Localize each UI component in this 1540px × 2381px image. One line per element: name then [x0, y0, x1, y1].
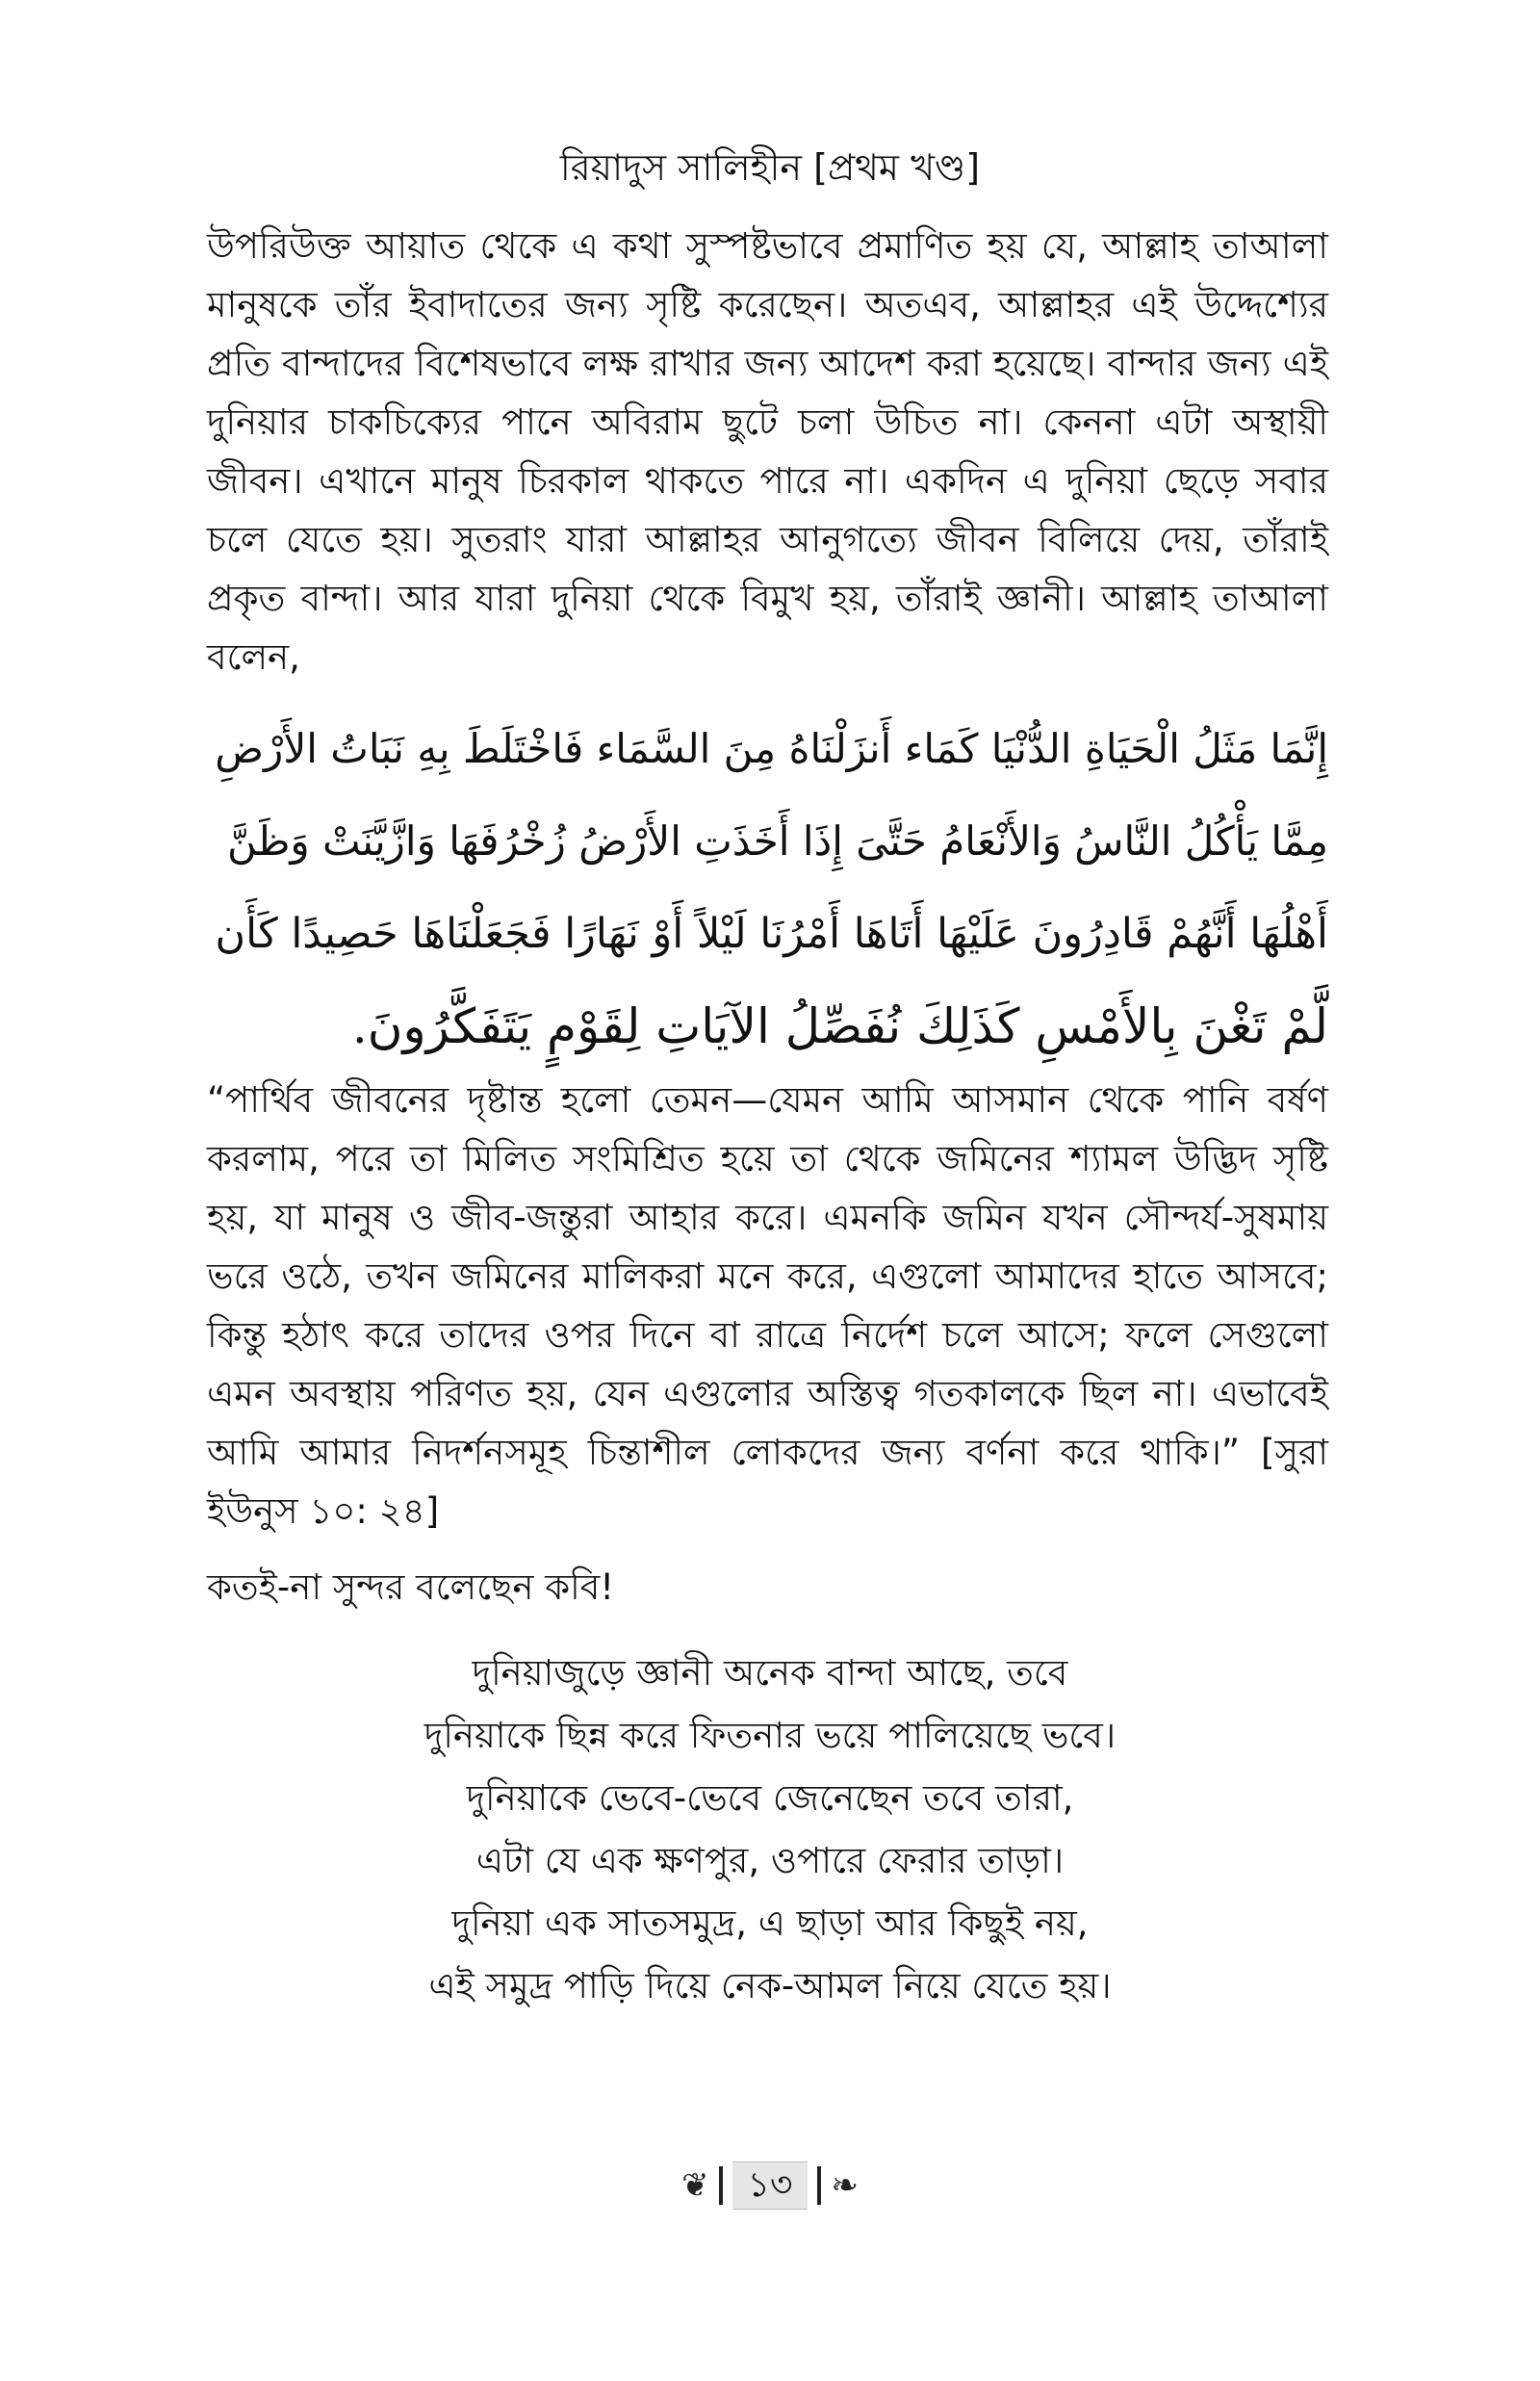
quran-verse-line: لَّمْ تَغْنَ بِالأَمْسِ كَذَلِكَ نُفَصِّلُ الآيَاتِ لِقَوْمٍ يَتَفَكَّرُونَ.: [351, 998, 1328, 1054]
poem-line: দুনিয়াকে ভেবে-ভেবে জেনেছেন তবে তারা,: [466, 1777, 1074, 1819]
page-number-frame: [681, 2161, 859, 2210]
page-number: ১৩: [732, 2161, 808, 2210]
quran-verse-line: أَهْلُهَا أَنَّهُمْ قَادِرُونَ عَلَيْهَا أَتَاهَا أَمْرُنَا لَيْلاً أَوْ نَهَارًا فَجَعَلْنَاهَا حَصِيدًا كَأَن: [215, 910, 1328, 958]
poem-line: দুনিয়াজুড়ে জ্ঞানী অনেক বান্দা আছে, তবে: [472, 1652, 1068, 1694]
left-ornament-icon: ❦: [681, 2166, 709, 2205]
quran-verse-line: إِنَّمَا مَثَلُ الْحَيَاةِ الدُّنْيَا كَمَاء أَنزَلْنَاهُ مِنَ السَّمَاء فَاخْتَلَطَ بِهِ نَبَاتُ الأَرْضِ: [215, 725, 1328, 772]
quran-verse-line: مِمَّا يَأْكُلُ النَّاسُ وَالأَنْعَامُ حَتَّىَ إِذَا أَخَذَتِ الأَرْضُ زُخْرُفَهَا وَازَّيَّنَتْ وَظَنَّ: [227, 817, 1328, 865]
running-header: রিয়াদুস সালিহীন [প্রথম খণ্ড]: [559, 146, 981, 189]
page-footer: [0, 2161, 1540, 2210]
poem-line: দুনিয়া এক সাতসমুদ্র, এ ছাড়া আর কিছুই নয়,: [451, 1902, 1089, 1944]
right-ornament-icon: ❧: [831, 2166, 859, 2205]
body-paragraph-intro: উপরিউক্ত আয়াত থেকে এ কথা সুস্পষ্টভাবে প্রমাণিত হয় যে, আল্লাহ তাআলা মানুষকে তাঁর ইবাদাতের জন্য সৃষ্টি করেছেন। অতএব, আল্লাহর এই উদ্দেশ্যের প্রতি বান্দাদের বিশেষভাবে লক্ষ রাখার জন্য আদেশ করা হয়েছে। বান্দার জন্য এই দুনিয়ার চাকচিক্যের পানে অবিরাম ছুটে চলা উচিত না। কেননা এটা অস্থায়ী জীবন। এখানে মানুষ চিরকাল থাকতে পারে না। একদিন এ দুনিয়া ছেড়ে সবার চলে যেতে হয়। সুতরাং যারা আল্লাহর আনুগত্যে জীবন বিলিয়ে দেয়, তাঁরাই প্রকৃত বান্দা। আর যারা দুনিয়া থেকে বিমুখ হয়, তাঁরাই জ্ঞানী। আল্লাহ তাআলা বলেন,: [207, 225, 1328, 678]
left-divider: [719, 2166, 723, 2205]
verse-translation-paragraph: “পার্থিব জীবনের দৃষ্টান্ত হলো তেমন—যেমন আমি আসমান থেকে পানি বর্ষণ করলাম, পরে তা মিলিত সংমিশ্রিত হয়ে তা থেকে জমিনের শ্যামল উদ্ভিদ সৃষ্টি হয়, যা মানুষ ও জীব-জন্তুরা আহার করে। এমনকি জমিন যখন সৌন্দর্য-সুষমায় ভরে ওঠে, তখন জমিনের মালিকরা মনে করে, এগুলো আমাদের হাতে আসবে; কিন্তু হঠাৎ করে তাদের ওপর দিনে বা রাত্রে নির্দেশ চলে আসে; ফলে সেগুলো এমন অবস্থায় পরিণত হয়, যেন এগুলোর অস্তিত্ব গতকালকে ছিল না। এভাবেই আমি আমার নিদর্শনসমূহ চিন্তাশীল লোকদের জন্য বর্ণনা করে থাকি।” [সুরা ইউনুস ১০: ২৪]: [207, 1079, 1328, 1532]
poem-line: এটা যে এক ক্ষণপুর, ওপারে ফেরার তাড়া।: [475, 1840, 1065, 1881]
right-divider: [817, 2166, 821, 2205]
poem-line: এই সমুদ্র পাড়ি দিয়ে নেক-আমল নিয়ে যেতে হয়।: [428, 1965, 1112, 2006]
poem-intro: কতই-না সুন্দর বলেছেন কবি!: [207, 1566, 615, 1608]
poem-line: দুনিয়াকে ছিন্ন করে ফিতনার ভয়ে পালিয়েছে ভবে।: [424, 1715, 1116, 1756]
poem-block: [0, 1642, 1540, 2017]
quran-verse-block: [207, 703, 1328, 1073]
